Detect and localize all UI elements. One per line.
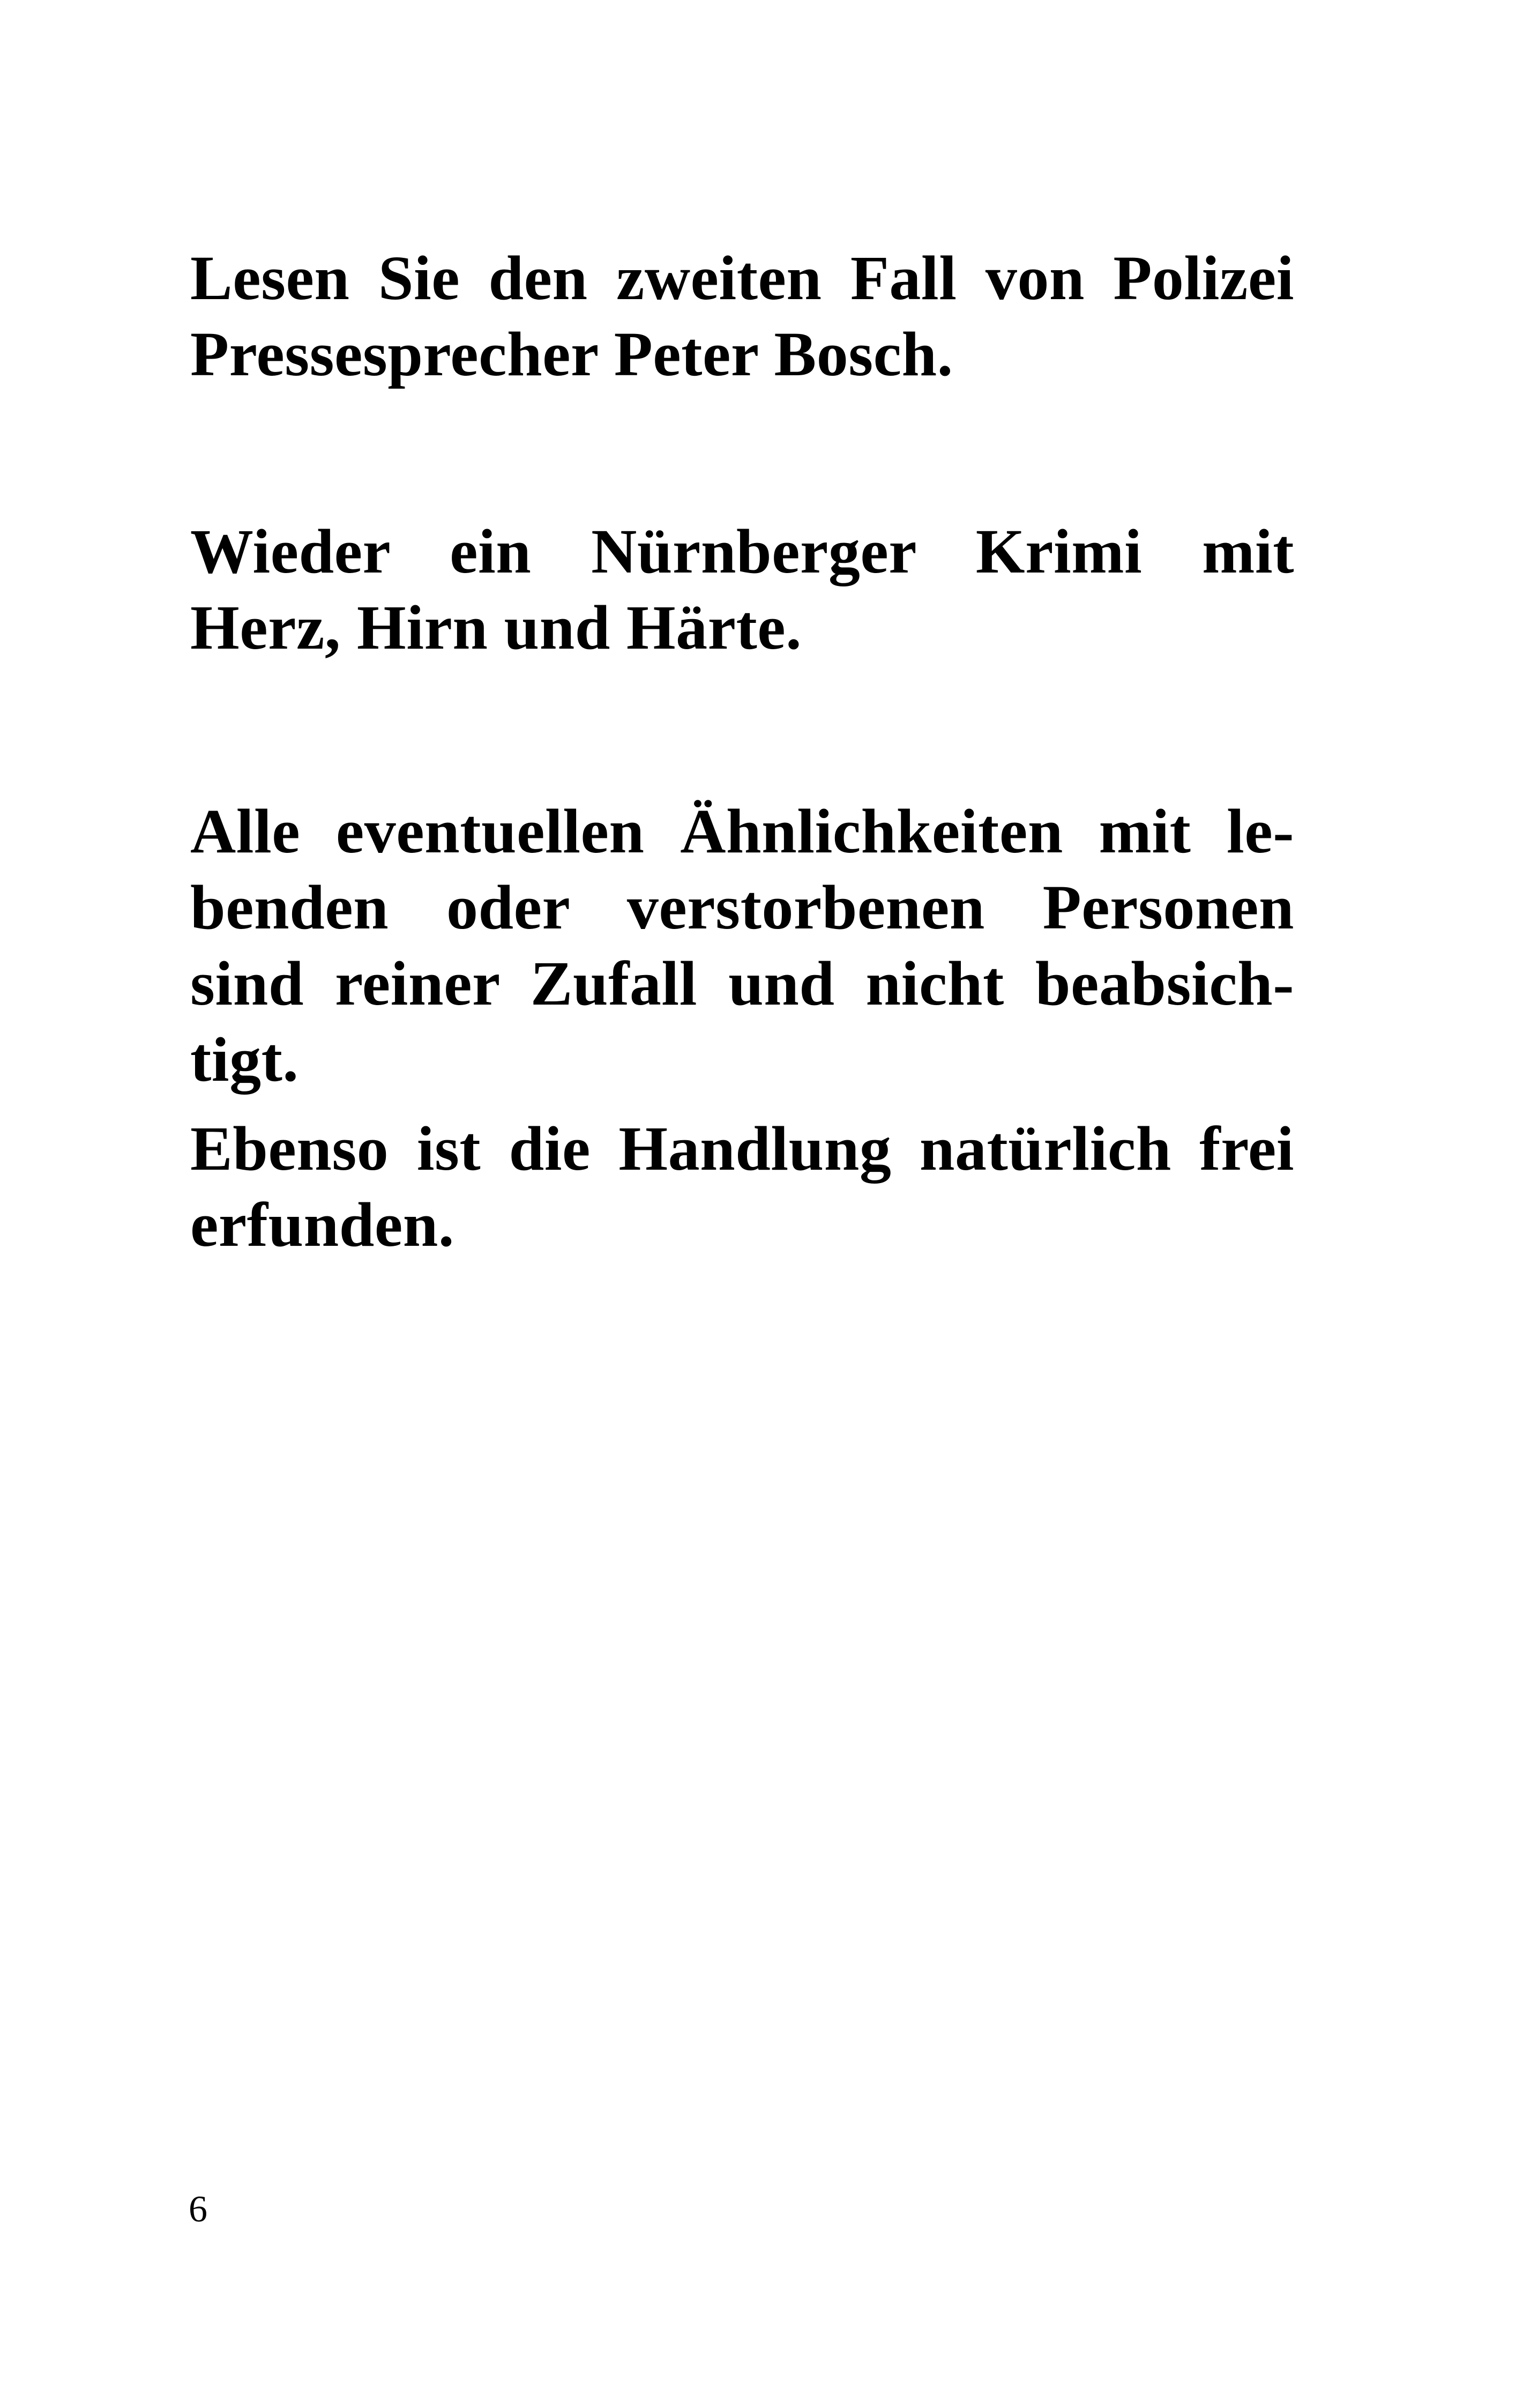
paragraph-line: Herz, Hirn und Härte.	[190, 592, 802, 663]
paragraph-fiction-notice	[190, 1111, 1294, 1263]
paragraph-line: erfunden.	[190, 1190, 454, 1260]
paragraph-tagline	[190, 514, 1294, 666]
paragraph-line: Wieder ein Nürnberger Krimi mit	[190, 516, 1294, 586]
paragraph-line: Ebenso ist die Handlung natürlich frei	[190, 1113, 1294, 1184]
paragraph-line: sind reiner Zufall und nicht beabsich-	[190, 948, 1294, 1019]
page-number: 6	[189, 2189, 207, 2230]
paragraph-line: tigt.	[190, 1024, 299, 1095]
paragraph-line: Lesen Sie den zweiten Fall von Polizei	[190, 243, 1294, 313]
paragraph-disclaimer	[190, 793, 1294, 1098]
paragraph-line: Alle eventuellen Ähnlichkeiten mit le-	[190, 796, 1294, 866]
paragraph-second-case-notice	[190, 240, 1294, 392]
paragraph-line: benden oder verstorbenen Personen	[190, 872, 1294, 942]
paragraph-line: Pressesprecher Peter Bosch.	[190, 319, 953, 389]
